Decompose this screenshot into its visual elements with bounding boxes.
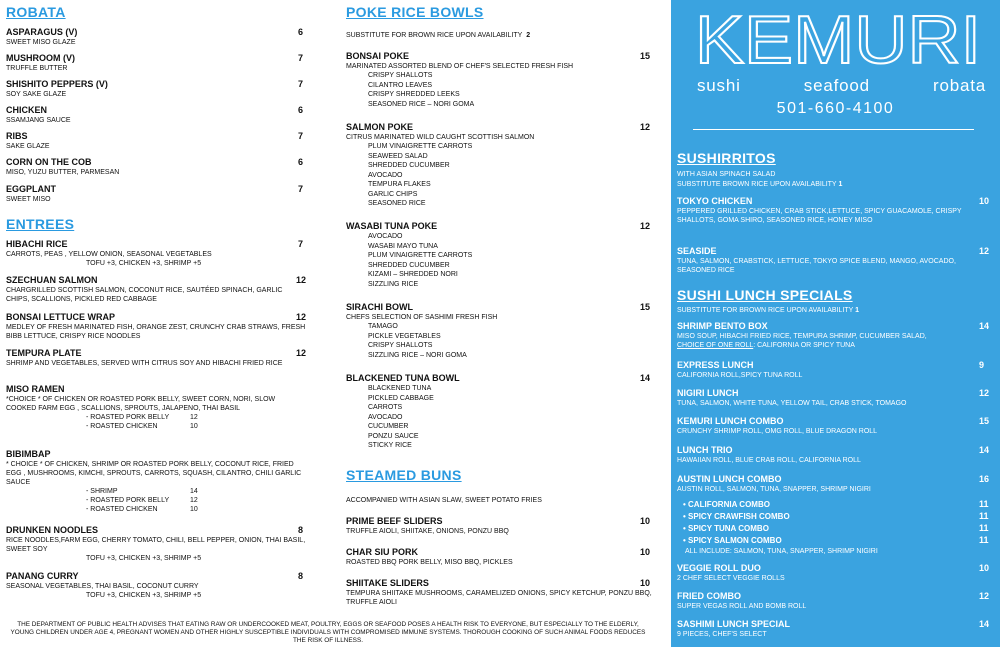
item-option (6, 496, 306, 505)
menu-item (6, 384, 306, 431)
item-price: 15 (979, 416, 990, 426)
item-description: HAWAIIAN ROLL, BLUE CRAB ROLL, CALIFORNIA ROLL (677, 457, 861, 464)
menu-item (677, 619, 989, 639)
item-description: MEDLEY OF FRESH MARINATED FISH, ORANGE ZEST, CRUNCHY CRAB STRAWS, FRESH BIBB LETTUCE, CRISPY RICE NOODLES (6, 324, 306, 340)
item-description: AUSTIN ROLL, SALMON, TUNA, SNAPPER, SHRIMP NIGIRI (677, 486, 871, 493)
combo-price: 11 (979, 499, 989, 509)
item-addons: TOFU +3, CHICKEN +3, SHRIMP +5 (86, 592, 202, 599)
item-price: 16 (979, 474, 990, 484)
item-ingredient: KIZAMI – SHREDDED NORI (368, 271, 458, 278)
item-ingredient: PICKLE VEGETABLES (368, 332, 441, 340)
menu-item (677, 445, 989, 465)
robata-heading: ROBATA (6, 4, 66, 20)
item-description: TRUFFLE AIOLI, SHIITAKE, ONIONS, PONZU BBQ (346, 528, 509, 535)
item-ingredient: CUCUMBER (368, 423, 409, 430)
menu-item (6, 184, 306, 204)
item-price: 6 (298, 27, 304, 37)
option-label: - ROASTED PORK BELLY (86, 497, 170, 504)
item-ingredient: PLUM VINAIGRETTE CARROTS (368, 143, 473, 150)
item-price: 12 (296, 348, 307, 358)
item-ingredient: SIZZLING RICE – NORI GOMA (368, 351, 467, 359)
item-name: CHICKEN (6, 105, 48, 115)
item-name: ASPARAGUS (V) (6, 27, 78, 37)
item-ingredient: BLACKENED TUNA (368, 385, 432, 392)
item-price: 10 (979, 196, 990, 206)
item-price: 9 (979, 360, 985, 370)
item-name: NIGIRI LUNCH (677, 388, 739, 398)
sushirritos-note: WITH ASIAN SPINACH SALAD (677, 171, 776, 178)
item-price: 10 (979, 563, 990, 573)
menu-item (6, 275, 306, 304)
item-ingredient: TEMPURA FLAKES (368, 181, 431, 188)
menu-item (346, 302, 652, 360)
item-price: 7 (298, 184, 304, 194)
item-description: SHRIMP AND VEGETABLES, SERVED WITH CITRUS SOY AND HIBACHI FRIED RICE (6, 360, 283, 367)
item-description: RICE NOODLES,FARM EGG, CHERRY TOMATO, CHILI, BELL PEPPER, ONION, THAI BASIL, SWEET SOY (6, 537, 306, 553)
item-ingredient: CARROTS (368, 404, 403, 411)
combo-price: 11 (979, 511, 989, 521)
item-ingredient: WASABI MAYO TUNA (368, 242, 438, 250)
item-name: PRIME BEEF SLIDERS (346, 516, 443, 526)
item-description: TUNA, SALMON, WHITE TUNA, YELLOW TAIL, CRAB STICK, TOMAGO (677, 400, 907, 407)
menu-item (677, 360, 989, 380)
column-right (671, 0, 1000, 647)
item-price: 12 (640, 122, 651, 132)
combo-item: • CALIFORNIA COMBO 11 (683, 499, 989, 509)
item-name: KEMURI LUNCH COMBO (677, 416, 784, 426)
item-description: SAKE GLAZE (6, 143, 50, 150)
item-description: CRUNCHY SHRIMP ROLL, OMG ROLL, BLUE DRAGON ROLL (677, 428, 878, 435)
menu-item (346, 516, 652, 536)
option-price: 10 (190, 506, 198, 513)
option-label: - SHRIMP (86, 488, 118, 495)
divider (693, 129, 974, 130)
item-ingredient: SEAWEED SALAD (368, 152, 428, 160)
menu-item (6, 525, 306, 563)
menu-item (6, 27, 306, 47)
menu-item (6, 312, 306, 341)
item-description: MISO, YUZU BUTTER, PARMESAN (6, 169, 120, 176)
item-ingredient: CRISPY SHALLOTS (368, 342, 433, 349)
sushirritos-substitute-note (677, 180, 989, 189)
brand-tagline: sushi seafood robata (697, 76, 986, 95)
poke-note: SUBSTITUTE FOR BROWN RICE UPON AVAILABILITY 2 (346, 32, 531, 39)
option-label: - ROASTED PORK BELLY (86, 414, 170, 421)
buns-note: ACCOMPANIED WITH ASIAN SLAW, SWEET POTATO FRIES (346, 497, 542, 504)
item-name: SALMON POKE (346, 122, 414, 132)
menu-item (677, 563, 989, 583)
item-price: 12 (296, 275, 307, 285)
item-name: SZECHUAN SALMON (6, 275, 98, 285)
item-description: 9 PIECES, CHEF'S SELECT (677, 631, 767, 638)
item-price: 7 (298, 53, 304, 63)
lunch-heading: SUSHI LUNCH SPECIALS (677, 287, 853, 303)
menu-item (6, 105, 306, 125)
item-ingredient: SHREDDED CUCUMBER (368, 261, 450, 269)
item-name: BLACKENED TUNA BOWL (346, 373, 460, 383)
item-ingredient: SHREDDED CUCUMBER (368, 162, 450, 169)
item-ingredient: CRISPY SHREDDED LEEKS (368, 91, 460, 98)
menu-item (346, 373, 652, 451)
item-description: CITRUS MARINATED WILD CAUGHT SCOTTISH SALMON (346, 134, 535, 141)
item-name: PANANG CURRY (6, 571, 79, 581)
note-text: SUBSTITUTE BROWN RICE UPON AVAILABILITY (677, 181, 837, 188)
entrees-heading: ENTREES (6, 216, 75, 232)
item-description: CHEFS SELECTION OF SASHIMI FRESH FISH (346, 314, 498, 321)
item-addons: TOFU +3, CHICKEN +3, SHRIMP +5 (86, 260, 202, 267)
menu-item (677, 388, 989, 408)
combo-price: 11 (979, 523, 989, 533)
item-name: EGGPLANT (6, 184, 57, 194)
option-price: 12 (190, 414, 198, 421)
item-name: BIBIMBAP (6, 449, 51, 459)
combo-price: 11 (979, 535, 989, 545)
item-ingredient: TAMAGO (368, 323, 398, 330)
item-price: 14 (640, 373, 651, 383)
item-price: 8 (298, 525, 304, 535)
item-name: SHRIMP BENTO BOX (677, 321, 768, 331)
menu-item (346, 122, 652, 209)
item-ingredient: AVOCADO (368, 413, 403, 421)
menu-item (6, 449, 306, 514)
menu-item (6, 348, 306, 368)
item-description: SWEET MISO (6, 196, 51, 203)
item-name: TOKYO CHICKEN (677, 196, 753, 206)
item-price: 15 (640, 51, 651, 61)
menu-item (6, 157, 306, 177)
item-name: EXPRESS LUNCH (677, 360, 754, 370)
item-description: TEMPURA SHIITAKE MUSHROOMS, CARAMELIZED ONIONS, SPICY KETCHUP, PONZU BBQ, TRUFFLE AIOLI (346, 590, 652, 606)
health-disclaimer: THE DEPARTMENT OF PUBLIC HEALTH ADVISES THAT EATING RAW OR UNDERCOOKED MEAT, POULTRY, EGGS OR SEAFOOD POSES A HEALTH RISK TO EVERYONE, BUT ESPECIALLY TO THE ELDERLY, YOUNG CHILDREN UNDER AGE 4, PREGNANT WOMEN AND OTHER HIGHLY SUSCEPTIBLE INDIVIDUALS WITH COMPROMISED IMMUNE SYSTEMS. THOROUGH COOKING OF SUCH ANIMAL FOODS REDUCES THE RISK OF ILLNESS. (10, 621, 646, 644)
option-label: - ROASTED CHICKEN (86, 423, 158, 430)
kemuri-logo (693, 9, 983, 67)
item-price: 12 (640, 221, 651, 231)
combo-item: • SPICY CRAWFISH COMBO 11 (683, 511, 989, 521)
item-ingredient: CRISPY SHALLOTS (368, 72, 433, 79)
menu-item (677, 321, 989, 350)
item-price: 10 (640, 578, 651, 588)
item-name: MISO RAMEN (6, 384, 65, 394)
item-description: PEPPERED GRILLED CHICKEN, CRAB STICK,LETTUCE, SPICY GUACAMOLE, CRISPY SHALLOTS, GOMA SHIRO, SEASONED RICE, HONEY MISO (677, 208, 962, 224)
item-description: CARROTS, PEAS , YELLOW ONION, SEASONAL VEGETABLES (6, 251, 212, 258)
item-name: HIBACHI RICE (6, 239, 68, 249)
menu-item (677, 196, 989, 225)
menu-item (677, 474, 989, 494)
item-option (6, 505, 306, 514)
item-name: SEASIDE (677, 246, 717, 256)
item-description (677, 332, 989, 350)
sushirritos-heading: SUSHIRRITOS (677, 150, 776, 166)
note-price: 1 (855, 307, 860, 314)
menu-item (346, 578, 652, 607)
lunch-note (677, 306, 989, 315)
menu-item (677, 246, 989, 275)
item-price: 7 (298, 131, 304, 141)
item-price: 10 (640, 547, 651, 557)
menu-item (6, 571, 306, 600)
item-ingredient: STICKY RICE (368, 442, 412, 449)
option-label: - ROASTED CHICKEN (86, 506, 158, 513)
option-price: 12 (190, 497, 198, 504)
item-ingredient: CILANTRO LEAVES (368, 81, 433, 89)
item-ingredient: AVOCADO (368, 171, 403, 179)
item-name: SIRACHI BOWL (346, 302, 413, 312)
desc-text: MISO SOUP, HIBACHI FRIED RICE, TEMPURA SHRIMP, CUCUMBER SALAD, (677, 333, 927, 340)
item-ingredient: SIZZLING RICE (368, 280, 419, 288)
combo-item: • SPICY TUNA COMBO 11 (683, 523, 989, 533)
item-price: 6 (298, 105, 304, 115)
item-name: DRUNKEN NOODLES (6, 525, 99, 535)
desc-choice-tail: : CALIFORNIA OR SPICY TUNA (753, 342, 855, 349)
item-ingredient: PLUM VINAIGRETTE CARROTS (368, 252, 473, 259)
phone-number: 501-660-4100 (776, 100, 895, 117)
combo-includes: ALL INCLUDE: SALMON, TUNA, SNAPPER, SHRIMP NIGIRI (685, 548, 878, 555)
item-description: * CHOICE * OF CHICKEN, SHRIMP OR ROASTED PORK BELLY, COCONUT RICE, FRIED EGG , MUSHROOMS, KIMCHI, SPROUTS, CARROTS, SQUASH, CILANTRO, CHILI GARLIC SAUCE (6, 461, 302, 486)
item-name: AUSTIN LUNCH COMBO (677, 474, 782, 484)
item-ingredient: GARLIC CHIPS (368, 190, 418, 198)
item-name: MUSHROOM (V) (6, 53, 75, 63)
menu-item (346, 547, 652, 567)
item-description: MARINATED ASSORTED BLEND OF CHEF'S SELECTED FRESH FISH (346, 63, 574, 70)
item-description: CHARGRILLED SCOTTISH SALMON, COCONUT RICE, SAUTÉED SPINACH, GARLIC CHIPS, SCALLIONS, PICKLED RED CABBAGE (6, 287, 283, 303)
item-name: LUNCH TRIO (677, 445, 733, 455)
item-description: CALIFORNIA ROLL,SPICY TUNA ROLL (677, 372, 803, 379)
item-price: 12 (979, 388, 990, 398)
item-name: FRIED COMBO (677, 591, 741, 601)
item-description: TRUFFLE BUTTER (6, 65, 68, 72)
item-price: 12 (979, 246, 990, 256)
menu-item (6, 131, 306, 151)
item-price: 8 (298, 571, 304, 581)
item-price: 12 (296, 312, 307, 322)
option-price: 14 (190, 488, 198, 495)
combo-name: SPICY TUNA COMBO (688, 524, 769, 533)
brand-name: KEMURI (695, 9, 981, 67)
note-price: 1 (838, 181, 843, 188)
item-description: SEASONAL VEGETABLES, THAI BASIL, COCONUT CURRY (6, 583, 199, 590)
item-price: 14 (979, 445, 990, 455)
item-ingredient: PONZU SAUCE (368, 432, 419, 440)
menu-item (6, 53, 306, 73)
item-description: SUPER VEGAS ROLL AND BOMB ROLL (677, 603, 807, 610)
item-name: WASABI TUNA POKE (346, 221, 438, 231)
combo-name: SPICY SALMON COMBO (688, 536, 782, 545)
item-price: 7 (298, 79, 304, 89)
item-price: 7 (298, 239, 304, 249)
combo-item: • SPICY SALMON COMBO 11 (683, 535, 989, 545)
menu-item (346, 221, 652, 289)
item-price: 12 (979, 591, 990, 601)
item-description: SWEET MISO GLAZE (6, 39, 76, 46)
item-price: 6 (298, 157, 304, 167)
combo-name: CALIFORNIA COMBO (688, 500, 770, 509)
item-name: SASHIMI LUNCH SPECIAL (677, 619, 791, 629)
item-name: BONSAI LETTUCE WRAP (6, 312, 115, 322)
menu-item (346, 51, 652, 109)
item-description: ROASTED BBQ PORK BELLY, MISO BBQ, PICKLES (346, 559, 513, 566)
item-option (6, 487, 306, 496)
item-ingredient: SEASONED RICE – NORI GOMA (368, 100, 475, 108)
item-name: CORN ON THE COB (6, 157, 92, 167)
item-option (6, 422, 306, 431)
menu-item (677, 591, 989, 611)
menu-item (6, 79, 306, 99)
note-text: SUBSTITUTE FOR BROWN RICE UPON AVAILABILITY (677, 307, 854, 314)
item-description: SOY SAKE GLAZE (6, 91, 67, 98)
item-description: 2 CHEF SELECT VEGGIE ROLLS (677, 575, 785, 582)
item-name: RIBS (6, 131, 28, 141)
item-ingredient: AVOCADO (368, 233, 403, 240)
item-option (6, 413, 306, 422)
item-description: TUNA, SALMON, CRABSTICK, LETTUCE, TOKYO SPICE BLEND, MANGO, AVOCADO, SEASONED RICE (677, 258, 956, 274)
item-price: 14 (979, 619, 990, 629)
item-price: 14 (979, 321, 990, 331)
poke-heading: POKE RICE BOWLS (346, 4, 484, 20)
item-name: SHIITAKE SLIDERS (346, 578, 429, 588)
item-ingredient: SEASONED RICE (368, 200, 426, 207)
item-name: SHISHITO PEPPERS (V) (6, 79, 108, 89)
item-description: SSAMJANG SAUCE (6, 117, 71, 124)
menu-item (677, 416, 989, 436)
combo-name: SPICY CRAWFISH COMBO (688, 512, 790, 521)
item-name: TEMPURA PLATE (6, 348, 82, 358)
item-price: 15 (640, 302, 651, 312)
desc-choice: CHOICE OF ONE ROLL (677, 342, 754, 349)
item-ingredient: PICKLED CABBAGE (368, 394, 434, 402)
item-name: CHAR SIU PORK (346, 547, 419, 557)
option-price: 10 (190, 423, 198, 430)
item-description: *CHOICE * OF CHICKEN OR ROASTED PORK BELLY, SWEET CORN, NORI, SLOW COOKED FARM EGG , SCALLIONS, SPROUTS, JALAPENO, THAI BASIL (6, 396, 276, 412)
menu-item (6, 239, 306, 268)
item-name: VEGGIE ROLL DUO (677, 563, 761, 573)
buns-heading: STEAMED BUNS (346, 467, 462, 483)
item-name: BONSAI POKE (346, 51, 410, 61)
item-price: 10 (640, 516, 651, 526)
item-addons: TOFU +3, CHICKEN +3, SHRIMP +5 (86, 555, 202, 562)
